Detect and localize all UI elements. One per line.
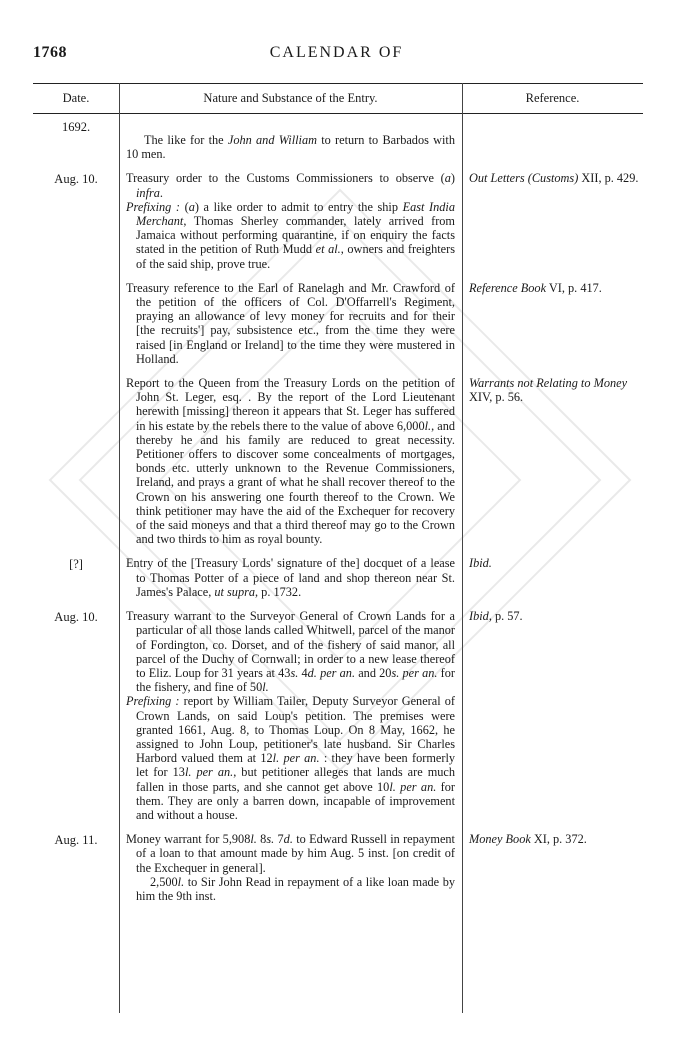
italic-text: l. (389, 779, 396, 794)
italic-text: et al. (315, 242, 341, 257)
italic-text: s. (266, 832, 275, 847)
reference-title: Ibid. (469, 556, 492, 571)
entry-text: Treasury order to the Customs Commissioners to observe (a) infra. (126, 171, 455, 200)
italic-text: a (188, 199, 195, 214)
italic-text: per an. (320, 665, 356, 680)
italic-text: d. (307, 665, 317, 680)
italic-text: l. (177, 874, 185, 889)
entry-row (33, 281, 643, 366)
calendar-table (33, 83, 643, 1013)
entry-date (33, 376, 119, 546)
reference-title: Ibid (469, 609, 489, 624)
column-header-nature: Nature and Substance of the Entry. (203, 91, 378, 105)
entry-reference: Out Letters (Customs) XII, p. 429. (469, 171, 639, 186)
entry-reference: Reference Book VI, p. 417. (469, 280, 602, 295)
italic-text: l. (272, 751, 280, 766)
prefix-label: Prefixing : (126, 694, 180, 709)
entry-body (126, 832, 455, 903)
reference-title: Money Book (469, 832, 531, 847)
italic-text: l. (424, 418, 432, 433)
italic-text: a (444, 171, 451, 186)
italic-text: l. (250, 832, 257, 847)
entry-text: Report to the Queen from the Treasury Lords on the petition of John St. Leger, esq. . By the report of the Lord Lieutenant herewith [missing] thereon it appears that St. Leger has suffered in his estate by the rebels there to the value of above 6,000l., and thereby he and his family are reduced to great necessity. Petitioner offers to discover some concealments of mortgages, bonds etc. utterly unknown to the Revenue Commissioners, Ireland, and prays a grant of what he shall recover thereof to the Crown on his answering one fourth thereof to the Crown. We think petitioner may have the aid of the Exchequer for recovery of the said moneys and that a third thereof may go to the Crown and two thirds to him as royal bounty. (126, 376, 456, 547)
entry-row (33, 609, 643, 822)
entry-body (126, 119, 455, 161)
entry-date: Aug. 11. (54, 833, 98, 848)
prefix-label: Prefixing : (126, 199, 180, 214)
italic-text: l. (184, 765, 192, 780)
entry-reference: Ibid, p. 57. (469, 609, 523, 624)
entry-body (126, 556, 455, 599)
entries-list (33, 119, 643, 913)
column-header-reference: Reference. (525, 91, 580, 105)
entry-body (126, 171, 455, 270)
reference-title: Out Letters (Customs) (469, 171, 579, 186)
entry-date: [?] (69, 557, 83, 572)
year-label: 1692. (61, 120, 91, 134)
entry-extra: 2,500l. to Sir John Read in repayment of a like loan made by him the 9th inst. (136, 874, 455, 903)
entry-row (33, 556, 643, 599)
entry-row (33, 376, 643, 546)
italic-text: per an. (196, 765, 234, 780)
entry-body (126, 281, 455, 366)
entry-reference: Money Book XI, p. 372. (469, 832, 587, 847)
table-header-rule (33, 113, 643, 114)
entry-prefix: Prefixing : report by William Tailer, Deputy Surveyor General of Crown Lands, on said Loup's petition. The premises were granted 1661, Aug. 8, to Thomas Loup. On 8 May, 1662, he assigned to John Loup, petitioner's late husband. Sir Charles Harbord valued them at 12l. per an. : they have been formerly let for 13l. per an., but petitioner alleges that lands are much fallen in those parts, and she cannot get above 10l. per an. for them. They are only a barren down, incapable of improvement and without a house. (126, 694, 456, 822)
italic-text: s. (391, 665, 400, 680)
entry-date: Aug. 10. (54, 172, 98, 187)
reference-title: Warrants not Relating to Money (469, 376, 628, 391)
entry-row (33, 832, 643, 903)
entry-prefix: Prefixing : (a) a like order to admit to entry the ship East India Merchant, Thomas Sherley commander, lately arrived from Jamaica without performing quarantine, if on enquiry the facts stated in the petition of Ruth Mudd et al., owners and freighters of the said ship, prove true. (126, 199, 456, 271)
entry-reference: Warrants not Relating to Money XIV, p. 56. (469, 376, 628, 405)
page-header (33, 44, 640, 68)
entry-row (33, 171, 643, 270)
italic-text: per an. (402, 665, 438, 680)
reference-title: Reference Book (469, 280, 547, 295)
entry-date: Aug. 10. (54, 610, 98, 625)
entry-reference (469, 556, 639, 599)
italic-text: d. (283, 832, 293, 847)
italic-text: per an. (283, 751, 320, 766)
italic-text: infra (136, 185, 160, 200)
entry-text: Money warrant for 5,908l. 8s. 7d. to Edward Russell in repayment of a loan to that amount made by him Aug. 5 inst. [on credit of the Exchequer in general]. (126, 832, 455, 875)
entry-reference (469, 119, 639, 161)
entry-row (33, 119, 643, 161)
entry-date (33, 119, 119, 161)
entry-body (126, 376, 455, 546)
italic-text: s. (290, 665, 299, 680)
table-top-rule (33, 83, 643, 84)
column-header-date: Date. (62, 91, 90, 105)
entry-text: Treasury warrant to the Surveyor General of Crown Lands for a particular of all those lands called Whitwell, parcel of the manor of Fordington, co. Dorset, and of the fishery of said manor, all parcel of the Duchy of Cornwall; in order to a new lease thereof to Eliz. Loup for 31 years at 43s. 4d. per an. and 20s. per an. for the fishery, and fine of 50l. (126, 609, 455, 695)
entry-body (126, 609, 455, 822)
entry-date (33, 281, 119, 366)
italic-text: East India Merchant (136, 199, 455, 229)
entry-text: Entry of the [Treasury Lords' signature of the] docquet of a lease to Thomas Potter of a piece of land and shop thereon near St. James's Palace, ut supra, p. 1732. (126, 556, 455, 599)
page-number: 1768 (33, 44, 67, 61)
entry-text: Treasury reference to the Earl of Ranelagh and Mr. Crawford of the petition of the officers of Col. D'Offarrell's Regiment, praying an allowance of levy money for recruits and for their [the recruits'] pay, subsistence etc., from the time they were raised [in England or Ireland] to the time they were mustered in Holland. (126, 280, 455, 366)
italic-text: ut supra (214, 584, 256, 599)
entry-text: The like for the John and William to return to Barbados with 10 men. (126, 133, 455, 162)
running-title: CALENDAR OF (269, 44, 404, 61)
italic-text: John and William (227, 133, 317, 147)
italic-text: per an. (400, 779, 437, 794)
italic-text: l. (262, 680, 269, 695)
